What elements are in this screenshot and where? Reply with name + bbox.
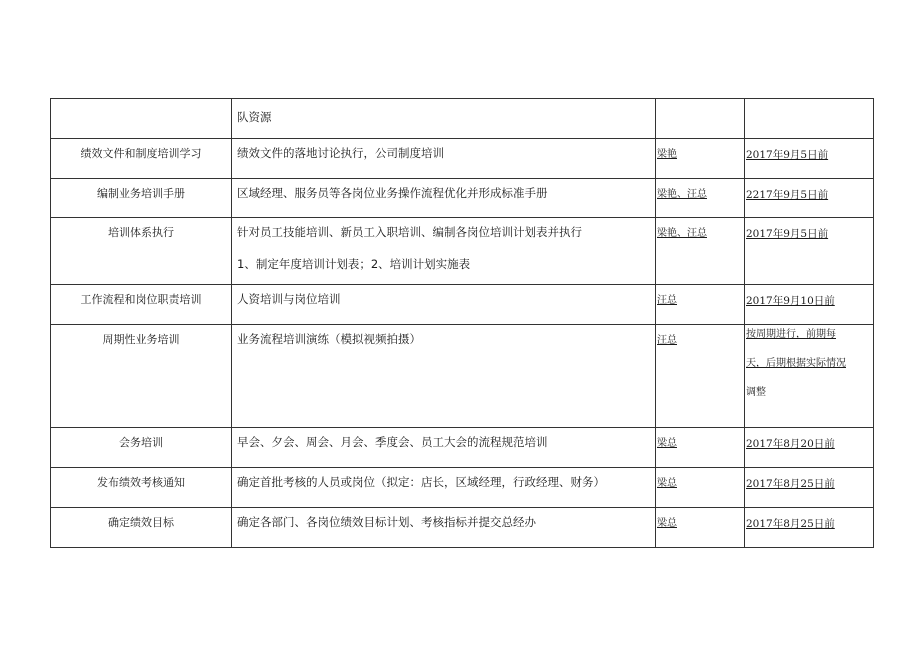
table-row: [51, 325, 874, 428]
table-row: [51, 99, 874, 139]
content-line: 确定首批考核的人员或岗位（拟定：店长，区域经理，行政经理、财务）: [237, 475, 605, 489]
content-line: 人资培训与岗位培训: [237, 292, 341, 306]
table-row: [51, 468, 874, 508]
content-cell: [232, 325, 656, 428]
content-line: 早会、夕会、周会、月会、季度会、员工大会的流程规范培训: [237, 435, 548, 449]
deadline-cell: 按周期进行，前期每 天，后期根据实际情况 调整: [745, 325, 874, 428]
deadline-cell: 2017年8月25日前: [745, 508, 874, 548]
owner-cell: 梁艳、汪总: [656, 218, 745, 285]
content-line: 队资源: [237, 110, 272, 124]
owner-cell: 梁总: [656, 468, 745, 508]
content-cell: [232, 99, 656, 139]
table-row: [51, 179, 874, 218]
content-line: 确定各部门、各岗位绩效目标计划、考核指标并提交总经办: [237, 515, 536, 529]
content-line: 1、制定年度培训计划表；2、培训计划实施表: [237, 256, 471, 271]
content-line: 绩效文件的落地讨论执行，公司制度培训: [237, 146, 444, 160]
owner-cell: 汪总: [656, 325, 745, 428]
table-row: [51, 508, 874, 548]
deadline-cell: 2017年9月5日前: [745, 139, 874, 179]
item-cell: 周期性业务培训: [51, 325, 232, 428]
content-cell: [232, 139, 656, 179]
item-cell: 会务培训: [51, 428, 232, 468]
deadline-cell: [745, 99, 874, 139]
item-cell: 编制业务培训手册: [51, 179, 232, 218]
table-row: [51, 285, 874, 325]
content-cell: [232, 285, 656, 325]
item-cell: [51, 99, 232, 139]
deadline-cell: 2017年9月5日前: [745, 218, 874, 285]
owner-cell: 梁艳: [656, 139, 745, 179]
item-cell: 确定绩效目标: [51, 508, 232, 548]
training-plan-table: [50, 98, 874, 548]
content-cell: [232, 468, 656, 508]
table-row: [51, 428, 874, 468]
content-cell: [232, 428, 656, 468]
owner-cell: [656, 99, 745, 139]
deadline-cell: 2017年9月10日前: [745, 285, 874, 325]
item-cell: 绩效文件和制度培训学习: [51, 139, 232, 179]
owner-cell: 梁总: [656, 428, 745, 468]
item-cell: 培训体系执行: [51, 218, 232, 285]
deadline-cell: 2217年9月5日前: [745, 179, 874, 218]
table-row: [51, 218, 874, 285]
content-line: 业务流程培训演练（模拟视频拍摄）: [237, 332, 421, 346]
content-line: 区域经理、服务员等各岗位业务操作流程优化并形成标准手册: [237, 186, 548, 200]
content-cell: [232, 508, 656, 548]
owner-cell: 梁艳、汪总: [656, 179, 745, 218]
owner-cell: 梁总: [656, 508, 745, 548]
deadline-cell: 2017年8月20日前: [745, 428, 874, 468]
owner-cell: 汪总: [656, 285, 745, 325]
table-row: [51, 139, 874, 179]
content-cell: [232, 179, 656, 218]
content-line: 针对员工技能培训、新员工入职培训、编制各岗位培训计划表并执行: [237, 225, 582, 239]
deadline-cell: 2017年8月25日前: [745, 468, 874, 508]
item-cell: 发布绩效考核通知: [51, 468, 232, 508]
item-cell: 工作流程和岗位职责培训: [51, 285, 232, 325]
content-cell: [232, 218, 656, 285]
